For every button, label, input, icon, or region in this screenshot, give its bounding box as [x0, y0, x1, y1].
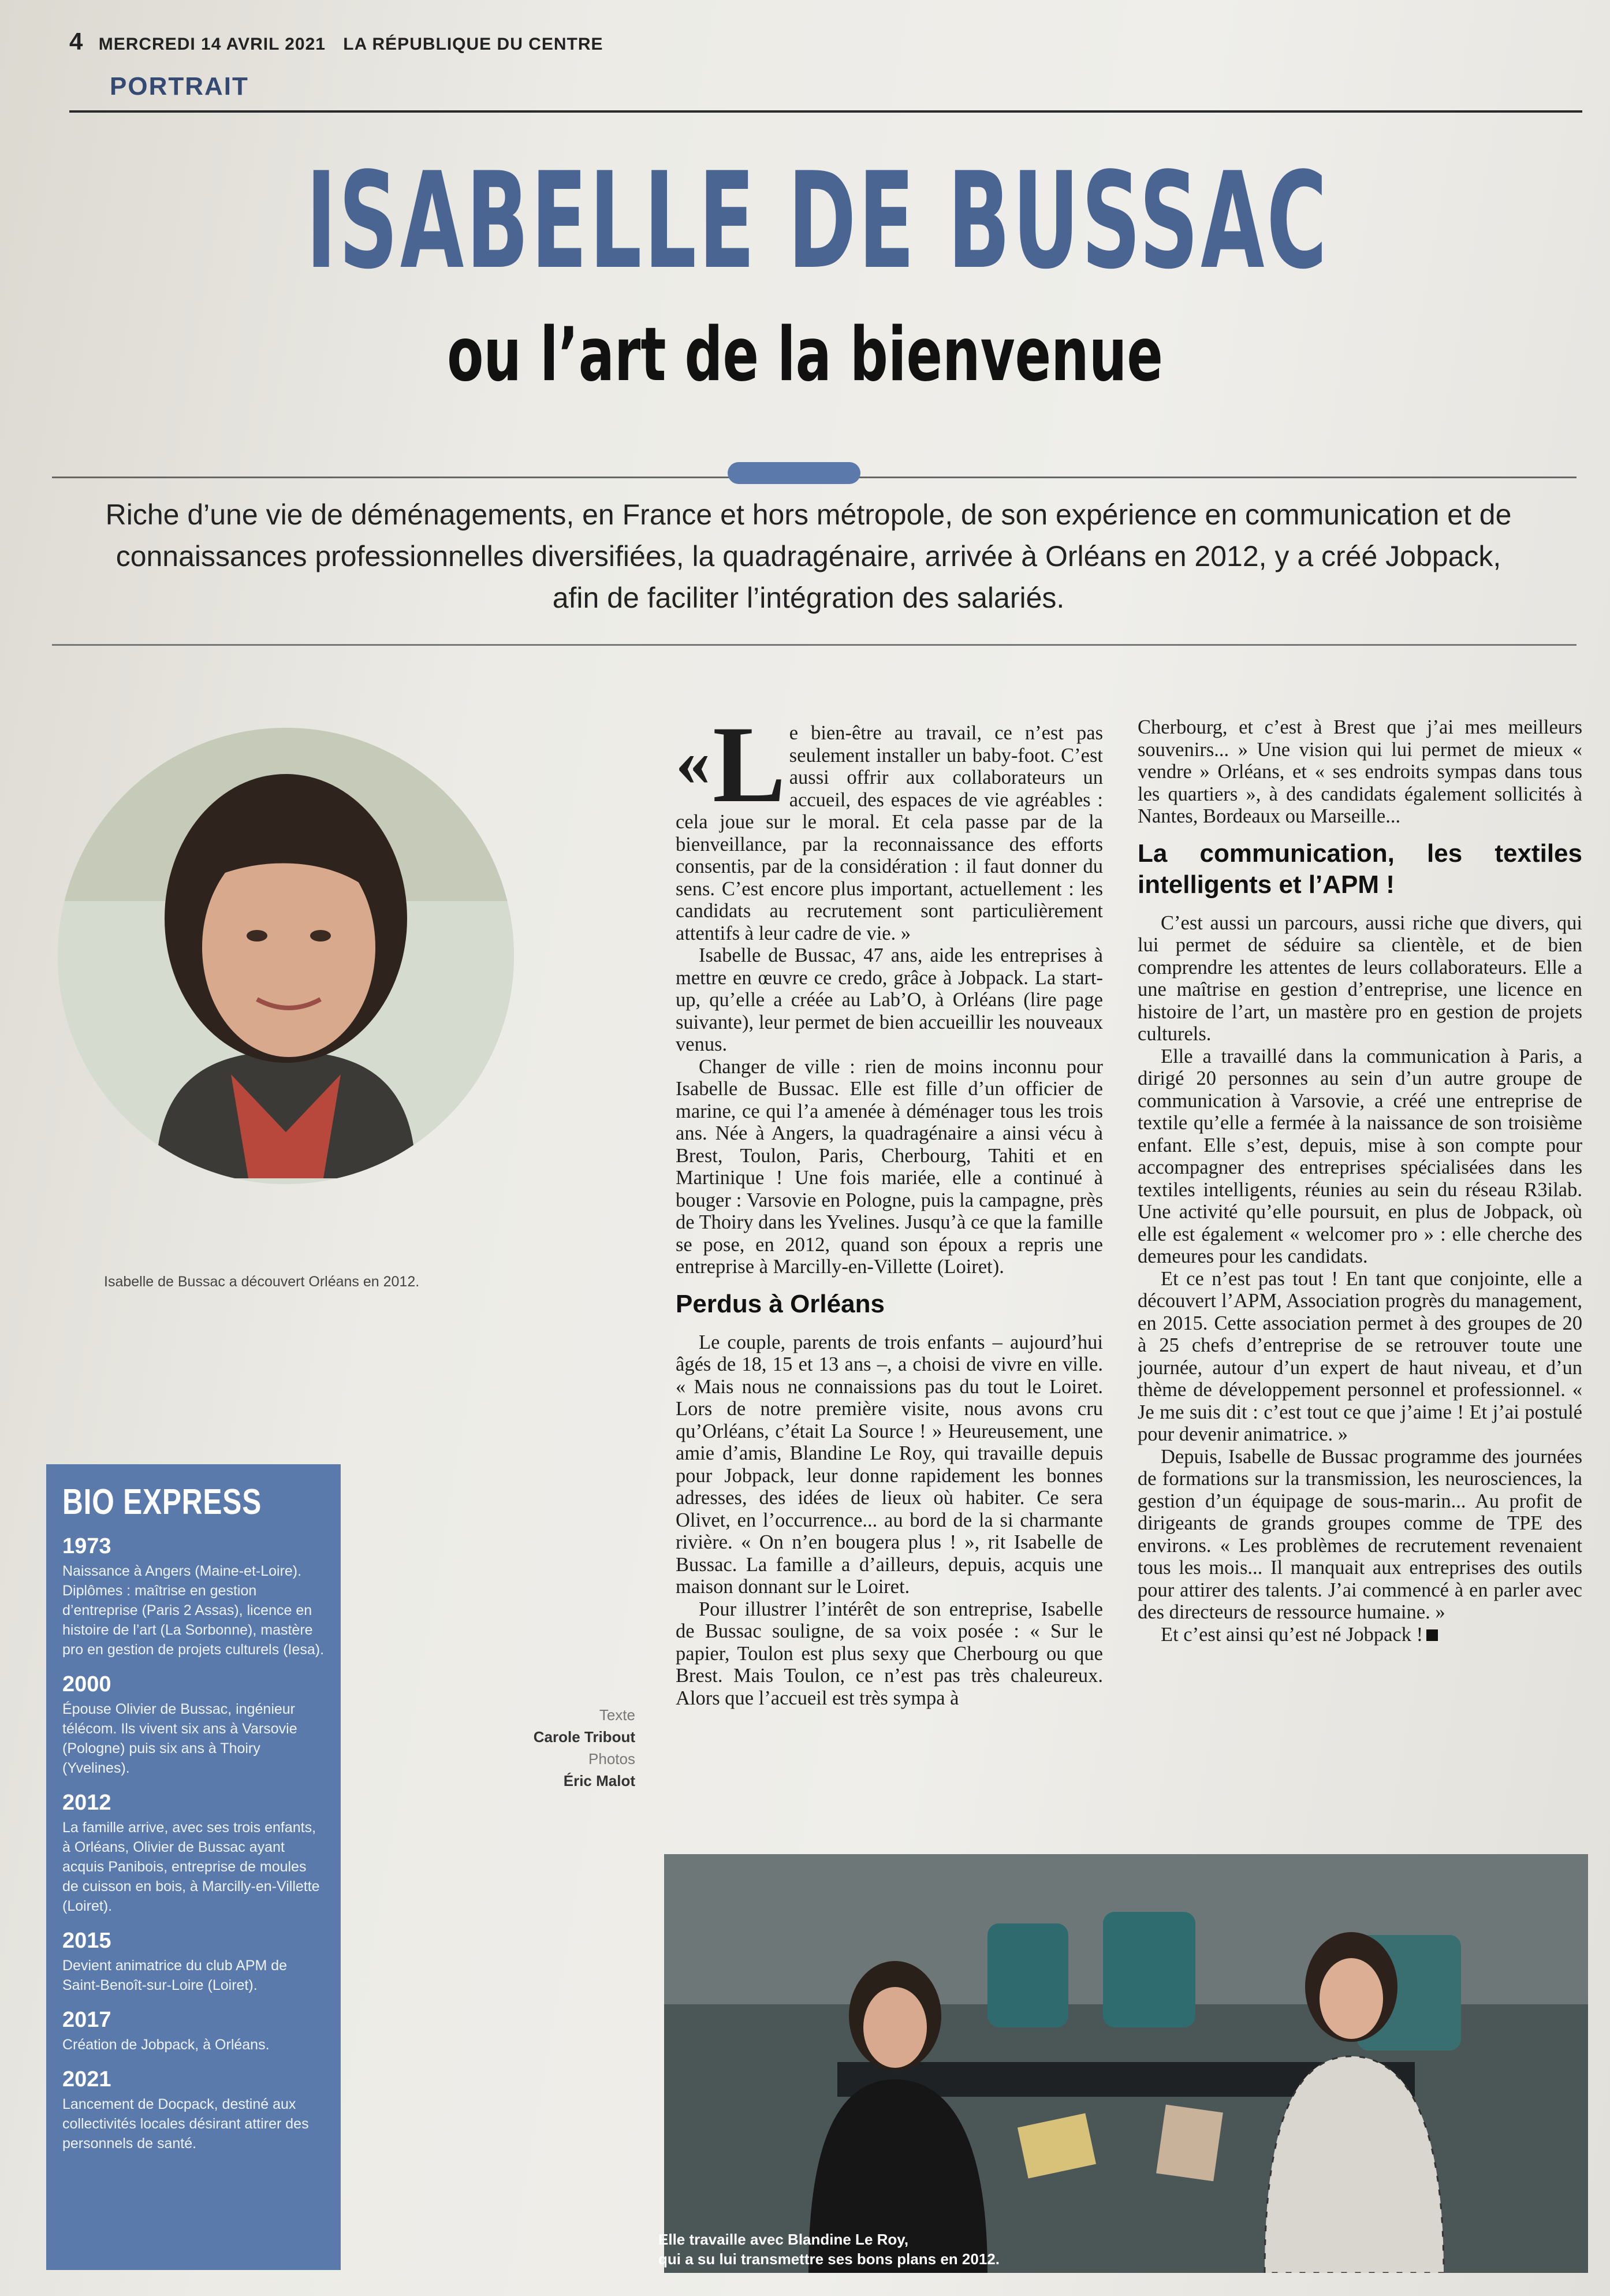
paragraph: Elle a travaillé dans la communication à Paris, a dirigé 20 personnes au sein d’un autre groupe de communication à Varsovie, a créé une entreprise de textile qu’elle a fermée à la naissance de son troisième enfant. Elle s’est, depuis, mise à son compte pour accompagner des entreprises spécialisées dans les textiles intelligents, réunies au sein du réseau R3ilab. Une activité qu’elle poursuit, en plus de Jobpack, où elle est également « welcomer pro » : elle cherche des demeures pour les candidats.	[1138, 1045, 1582, 1267]
bio-year: 1973	[62, 1534, 111, 1558]
meeting-caption	[658, 2230, 1000, 2269]
caption-line-1: Elle travaille avec Blandine Le Roy,	[658, 2231, 909, 2248]
portrait-photo	[58, 728, 514, 1184]
article-column-2	[1138, 716, 1582, 1646]
bio-entry	[62, 1929, 325, 1995]
end-of-article-icon	[1426, 1629, 1438, 1641]
caption-line-2: qui a su lui transmettre ses bons plans en 2012.	[658, 2250, 1000, 2268]
credit-photo-role: Photos	[588, 1750, 635, 1767]
portrait-illustration	[58, 728, 514, 1184]
paragraph: Cherbourg, et c’est à Brest que j’ai mes meilleurs souvenirs... » Une vision qui lui permet de mieux « vendre » Orléans, et « ses endroits sympas dans tous les quartiers », à des candidats également sollicités à Nantes, Bordeaux ou Marseille...	[1138, 716, 1582, 827]
credit-photo-author: Éric Malot	[563, 1772, 635, 1789]
bio-title: BIO EXPRESS	[62, 1482, 262, 1522]
article-column-1	[676, 704, 1103, 1709]
bio-entry	[62, 2008, 325, 2055]
article-title: ISABELLE DE BUSSAC	[305, 144, 1329, 299]
newspaper-name: LA RÉPUBLIQUE DU CENTRE	[343, 35, 603, 54]
paragraph: Pour illustrer l’intérêt de son entreprise, Isabelle de Bussac souligne, de sa voix posée : « Sur le papier, Toulon est plus sexy que Cherbourg ou que Brest. Mais Toulon, ce n’est pas très chaleureux. Alors que l’accueil est très sympa à	[676, 1598, 1103, 1709]
paragraph: Isabelle de Bussac, 47 ans, aide les entreprises à mettre en œuvre ce credo, grâce à Jobpack. La start-up, qu’elle a créée au Lab’O, à Orléans (lire page suivante), leur permet de bien accueillir les nouveaux venus.	[676, 944, 1103, 1055]
rubric-label: PORTRAIT	[110, 72, 249, 101]
paragraph: Changer de ville : rien de moins inconnu pour Isabelle de Bussac. Elle est fille d’un officier de marine, ce qui l’a amenée à déménager tous les trois ans. Née à Angers, la quadragénaire a ainsi vécu à Brest, Toulon, Paris, Cherbourg, Tahiti et en Martinique ! Une fois mariée, elle a continué à bouger : Varsovie en Pologne, puis la campagne, près de Thoiry dans les Yvelines. Jusqu’à ce que la famille se pose, en 2012, quand son époux a repris une entreprise à Marcilly-en-Villette (Loiret).	[676, 1055, 1103, 1278]
article-subtitle: ou l’art de la bienvenue	[447, 312, 1163, 398]
meeting-illustration	[664, 1854, 1588, 2273]
page-number: 4	[69, 28, 84, 55]
bio-entry	[62, 2067, 325, 2153]
bio-year: 2015	[62, 1929, 111, 1953]
bio-year: 2017	[62, 2008, 111, 2032]
bio-text: Épouse Olivier de Bussac, ingénieur télécom. Ils vivent six ans à Varsovie (Pologne) puis six ans à Thoiry (Yvelines).	[62, 1701, 297, 1776]
bio-text: Création de Jobpack, à Orléans.	[62, 2037, 270, 2053]
bio-year: 2000	[62, 1672, 111, 1696]
divider-ornament	[728, 462, 860, 484]
paragraph	[676, 704, 1103, 944]
paragraph-text: e bien-être au travail, ce n’est pas seulement installer un baby-foot. C’est aussi offrir aux collaborateurs un accueil, des espaces de vie agréables : cela joue sur le moral. Et cela passe par de la bienveillance, par la reconnaissance des efforts consentis, par de la considération : il faut donner du sens. C’est encore plus important, actuellement : les candidats au recrutement sont particulièrement attentifs à leur cadre de vie. »	[676, 722, 1103, 944]
opening-quote: «	[676, 723, 710, 800]
bio-text: Lancement de Docpack, destiné aux collectivités locales désirant attirer des personnels de santé.	[62, 2096, 309, 2152]
bio-year: 2012	[62, 1791, 111, 1815]
section-subhead: Perdus à Orléans	[676, 1289, 885, 1318]
rubric-bar	[69, 61, 1582, 113]
meeting-photo	[664, 1854, 1588, 2273]
credit-text-role: Texte	[599, 1706, 635, 1724]
closing-line: Et c’est ainsi qu’est né Jobpack !	[1161, 1623, 1423, 1646]
page-header	[69, 28, 1571, 57]
bio-text: Naissance à Angers (Maine-et-Loire). Diplômes : maîtrise en gestion d’entreprise (Paris 2 Assas), licence en histoire de l’art (La Sorbonne), mastère pro en gestion de projets culturels (Iesa).	[62, 1563, 325, 1658]
bio-express-box	[46, 1464, 341, 2270]
lead-divider	[52, 644, 1577, 646]
drop-cap: L	[713, 704, 786, 825]
bio-entry	[62, 1672, 325, 1778]
portrait-caption: Isabelle de Bussac a découvert Orléans en 2012.	[104, 1274, 420, 1290]
paragraph: Depuis, Isabelle de Bussac programme des journées de formations sur la transmission, les neurosciences, la gestion d’un équipage de sous-marin... Au profit de dirigeants de grands groupes comme de TPE des environs. « Les problèmes de recrutement revenaient tous les mois... Il manquait aux entreprises des outils pour attirer des talents. J’ai commencé à en parler avec des directeurs de ressource humaine. »	[1138, 1445, 1582, 1623]
paragraph	[1138, 1624, 1582, 1646]
issue-date: MERCREDI 14 AVRIL 2021	[98, 35, 326, 54]
paragraph: C’est aussi un parcours, aussi riche que divers, qui lui permet de séduire sa clientèle, et de bien comprendre les attentes de leurs collaborateurs. Elle a une maîtrise en gestion d’entreprise, une licence en histoire de l’art, un mastère pro en gestion de projets culturels.	[1138, 911, 1582, 1045]
bio-year: 2021	[62, 2067, 111, 2092]
credit-text-author: Carole Tribout	[533, 1728, 635, 1746]
article-lead: Riche d’une vie de déménagements, en France et hors métropole, de son expérience en communication et de connaissances professionnelles diversifiées, la quadragénaire, arrivée à Orléans en 2012, y a créé Jobpack, afin de faciliter l’intégration des salariés.	[105, 498, 1512, 614]
drop-cap-group	[676, 704, 786, 825]
bio-entry	[62, 1534, 325, 1659]
article-credits	[445, 1704, 635, 1792]
paragraph: Le couple, parents de trois enfants – aujourd’hui âgés de 18, 15 et 13 ans –, a choisi de vivre en ville. « Mais nous ne connaissions pas du tout le Loiret. Lors de notre première visite, nous avons cru qu’Orléans, c’était La Source ! » Heureusement, une amie d’amis, Blandine Le Roy, qui travaille depuis pour Jobpack, leur donne rapidement les bonnes adresses, des idées de lieux où habiter. Ce sera Olivet, en l’occurrence... au bord de la si charmante rivière. « On n’en bougera plus ! », rit Isabelle de Bussac. La famille a d’ailleurs, depuis, acquis une maison donnant sur le Loiret.	[676, 1331, 1103, 1598]
bio-text: Devient animatrice du club APM de Saint-Benoît-sur-Loire (Loiret).	[62, 1958, 288, 1993]
section-subhead: La communication, les textiles intelligents et l’APM !	[1138, 839, 1582, 899]
paragraph: Et ce n’est pas tout ! En tant que conjointe, elle a découvert l’APM, Association progrès du management, en 2015. Cette association permet à des groupes de 20 à 25 chefs d’entreprise de se retrouver toute une journée, autour d’un expert de haut niveau, et d’un thème de développement personnel et professionnel. « Je me suis dit : c’est tout ce que j’aime ! Et j’ai postulé pour devenir animatrice. »	[1138, 1267, 1582, 1445]
bio-text: La famille arrive, avec ses trois enfants, à Orléans, Olivier de Bussac ayant acquis Panibois, entreprise de moules de cuisson en bois, à Marcilly-en-Villette (Loiret).	[62, 1819, 320, 1914]
bio-entry	[62, 1791, 325, 1916]
